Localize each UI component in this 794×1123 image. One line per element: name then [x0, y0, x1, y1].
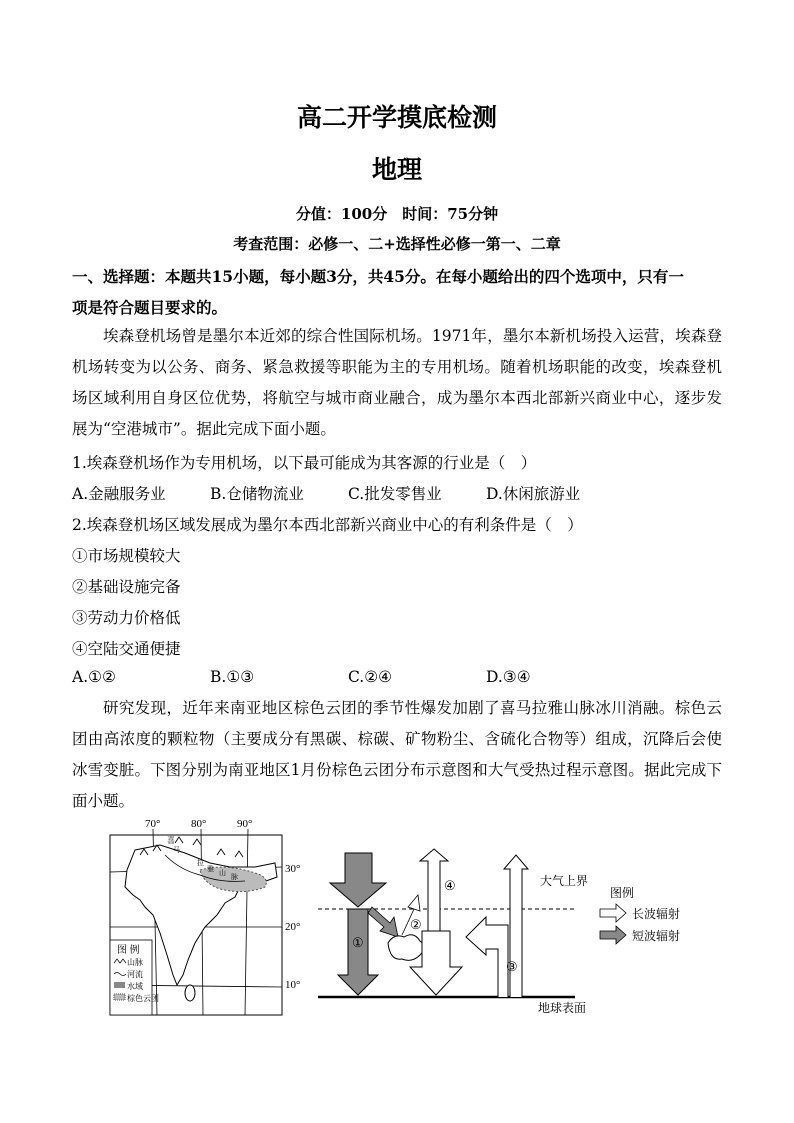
label-number-1: ①: [352, 935, 364, 950]
passage-2: 研究发现，近年来南亚地区棕色云团的季节性爆发加剧了喜马拉雅山脉冰川消融。棕色云团由高浓度的颗粒物（主要成分有黑碳、棕碳、矿物粉尘、含硫化合物等）组成，沉降后会使冰雪变脏。下图分别为南亚地区1月份棕色云团分布示意图和大气受热过程示意图。据此完成下面小题。: [72, 699, 722, 810]
place-label-5: 山: [219, 869, 226, 877]
subject-title: 地理: [371, 155, 422, 184]
lon-label-80: 80°: [191, 818, 207, 830]
diagram-legend-title: 图例: [610, 886, 635, 900]
question-1-option-b: B.仓储物流业: [210, 485, 304, 503]
paper-title: 高二开学摸底检测: [296, 103, 497, 132]
lat-label-30: 30°: [285, 863, 301, 875]
legend-cloud-icon: [114, 994, 125, 1000]
question-2-item-2: ②基础设施完备: [72, 578, 181, 596]
shortwave-scatter-arrow: [368, 907, 398, 937]
lon-label-70: 70°: [145, 818, 161, 830]
map-legend-item-4: 棕色云团: [127, 994, 159, 1003]
map-legend-item-1: 山脉: [127, 958, 143, 967]
lat-label-10: 10°: [285, 979, 301, 991]
map-legend-item-2: 河流: [127, 970, 143, 979]
question-2-item-3: ③劳动力价格低: [72, 609, 181, 627]
question-2-item-1: ①市场规模较大: [72, 547, 181, 565]
passage-1: 埃森登机场曾是墨尔本近郊的综合性国际机场。1971年，墨尔本新机场投入运营，埃森登机场转变为以公务、商务、紧急救援等职能为主的专用机场。随着机场职能的改变，埃森登机场区域利用自身区位优势，将航空与城市商业融合，成为墨尔本西北部新兴商业中心，逐步发展为“空港城市”。据此完成下面小题。: [72, 327, 722, 438]
heating-process-diagram: [310, 845, 730, 1020]
question-2-stem: 2.埃森登机场区域发展成为墨尔本西北部新兴商业中心的有利条件是（ ）: [72, 516, 583, 534]
question-2-option-a: A.①②: [72, 668, 116, 686]
lon-label-90: 90°: [237, 818, 253, 830]
place-label-1: 喜: [167, 836, 175, 845]
atmosphere-top-label-1: 大气上界: [540, 874, 589, 888]
legend-longwave-icon: [600, 904, 626, 922]
shortwave-to-ground-arrow: [338, 909, 378, 995]
ground-radiation-arrow: [466, 917, 508, 997]
ground-label: 地球表面: [538, 1001, 587, 1015]
legend-water-icon: [114, 982, 125, 988]
place-label-6: 脉: [231, 873, 238, 881]
question-2-item-4: ④空陆交通便捷: [72, 640, 181, 658]
section-heading-line2: 项是符合题目要求的。: [72, 298, 228, 317]
brown-cloud-map: [105, 815, 310, 1020]
map-legend-item-3: 水域: [127, 982, 143, 991]
place-label-3: 拉: [197, 859, 204, 867]
legend-longwave-label: 长波辐射: [632, 907, 681, 921]
legend-shortwave-label: 短波辐射: [632, 929, 681, 943]
exam-scope: 考查范围：必修一、二+选择性必修一第一、二章: [233, 235, 561, 253]
map-legend-title: 图 例: [117, 945, 140, 956]
question-2-option-b: B.①③: [210, 668, 255, 686]
cloud-shape: [388, 935, 424, 961]
question-1-stem: 1.埃森登机场作为专用机场，以下最可能成为其客源的行业是（ ）: [72, 454, 537, 472]
label-number-3: ③: [506, 959, 518, 974]
label-number-4: ④: [444, 878, 456, 893]
label-number-2: ②: [410, 917, 422, 932]
legend-shortwave-icon: [600, 926, 626, 944]
question-1-option-c: C.批发零售业: [348, 485, 442, 503]
sri-lanka: [185, 985, 195, 1001]
question-2-option-d: D.③④: [486, 668, 531, 686]
place-label-4: 雅: [207, 865, 214, 873]
question-1-option-d: D.休闲旅游业: [486, 485, 581, 503]
lat-label-20: 20°: [285, 921, 301, 933]
section-heading-line1: 一、选择题：本题共15小题，每小题3分，共45分。在每小题给出的四个选项中，只有一: [72, 267, 684, 286]
question-2-option-c: C.②④: [348, 668, 393, 686]
incoming-shortwave-arrow: [330, 853, 386, 907]
score-time: 分值：100分 时间：75分钟: [295, 205, 499, 223]
question-1-option-a: A.金融服务业: [72, 485, 166, 503]
place-label-2: 马: [173, 846, 180, 854]
